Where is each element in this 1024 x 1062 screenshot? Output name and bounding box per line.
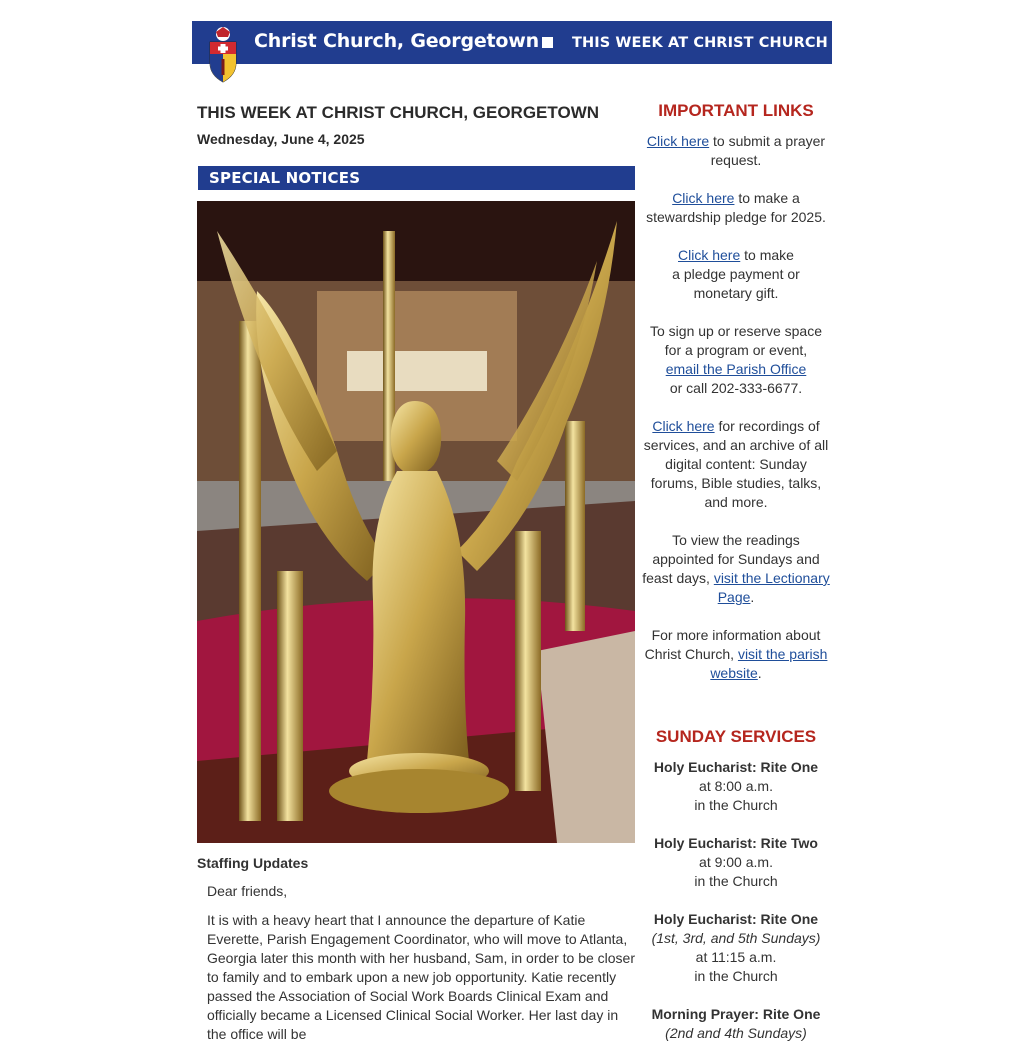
payment-item (642, 246, 830, 303)
prayer-request-link[interactable]: Click here (646, 133, 710, 149)
important-links-heading: IMPORTANT LINKS (658, 101, 814, 120)
recordings-item (642, 417, 830, 512)
notice-letter (207, 882, 635, 1054)
recordings-link[interactable]: Click here (652, 418, 715, 434)
service-place: in the Church (694, 968, 778, 984)
payment-link[interactable]: Click here (678, 247, 741, 263)
service-place: in the Church (694, 873, 778, 889)
service-item (642, 910, 830, 986)
service-item (642, 834, 830, 891)
service-name: Morning Prayer: Rite One (651, 1006, 821, 1022)
header-banner (192, 21, 832, 64)
readings-end: . (750, 589, 755, 605)
service-name: Holy Eucharist: Rite One (653, 911, 819, 927)
signup-text: To sign up or reserve space for a program or event, (650, 323, 822, 358)
parish-website-link[interactable]: visit the parish website (710, 646, 828, 681)
payment-text: to make (740, 247, 794, 263)
info-item (642, 626, 830, 683)
letter-greeting: Dear friends, (207, 883, 288, 899)
services-list (642, 758, 830, 1043)
letter-body: It is with a heavy heart that I announce the departure of Katie Everette, Parish Engagement Coordinator, who will move to Atlanta, Georgia later this month with her husband, Sam, in order to be closer to family and to embark upon a new job opportunity. Katie recently passed the Association of Social Work Boards Clinical Exam and officially became a Licensed Clinical Social Worker. Her last day in the office will be (207, 912, 635, 1042)
readings-text: To view the readings appointed for Sundays and feast days, (642, 532, 820, 586)
info-end: . (757, 665, 762, 681)
angel-statue-photo (197, 201, 635, 843)
church-shield-icon (207, 25, 239, 83)
signup-item (642, 322, 830, 398)
service-time: at 8:00 a.m. (699, 778, 773, 794)
service-time: at 11:15 a.m. (695, 949, 777, 965)
page-title: THIS WEEK AT CHRIST CHURCH, GEORGETOWN (197, 103, 600, 122)
pledge-link[interactable]: Click here (672, 190, 735, 206)
email-parish-office-link[interactable]: email the Parish Office (665, 361, 807, 377)
service-time: at 9:00 a.m. (699, 854, 773, 870)
info-text: For more information about Christ Church, (644, 627, 821, 662)
section-header-special-notices (198, 166, 635, 190)
service-name: Holy Eucharist: Rite Two (654, 835, 818, 851)
pledge-item (642, 189, 830, 227)
sunday-services-heading: SUNDAY SERVICES (655, 727, 817, 746)
pledge-text: to make a stewardship pledge for 2025. (646, 190, 826, 225)
page-date: Wednesday, June 4, 2025 (197, 131, 365, 147)
payment-text-2: a pledge payment or monetary gift. (672, 266, 800, 301)
service-name: Holy Eucharist: Rite One (653, 759, 819, 775)
prayer-request-item (642, 132, 830, 170)
service-place: in the Church (694, 797, 778, 813)
service-note: (2nd and 4th Sundays) (665, 1025, 807, 1041)
readings-item (642, 531, 830, 607)
banner-subtitle: THIS WEEK AT CHRIST CHURCH (572, 35, 828, 51)
main-column (197, 100, 637, 1042)
service-item (642, 758, 830, 815)
banner-title: Christ Church, Georgetown (254, 30, 539, 52)
banner-separator (542, 37, 553, 48)
service-note: (1st, 3rd, and 5th Sundays) (651, 930, 821, 946)
section-header-label: SPECIAL NOTICES (209, 169, 361, 187)
notice-title: Staffing Updates (197, 855, 309, 871)
lectionary-link[interactable]: visit the Lectionary Page (713, 570, 830, 605)
recordings-text: for recordings of services, and an archive of all digital content: Sunday forums, Bible studies, talks, and more. (643, 418, 829, 510)
sidebar (642, 100, 830, 1062)
service-item (642, 1005, 830, 1043)
signup-phone: or call 202-333-6677. (669, 380, 803, 396)
prayer-request-text: to submit a prayer request. (709, 133, 826, 168)
